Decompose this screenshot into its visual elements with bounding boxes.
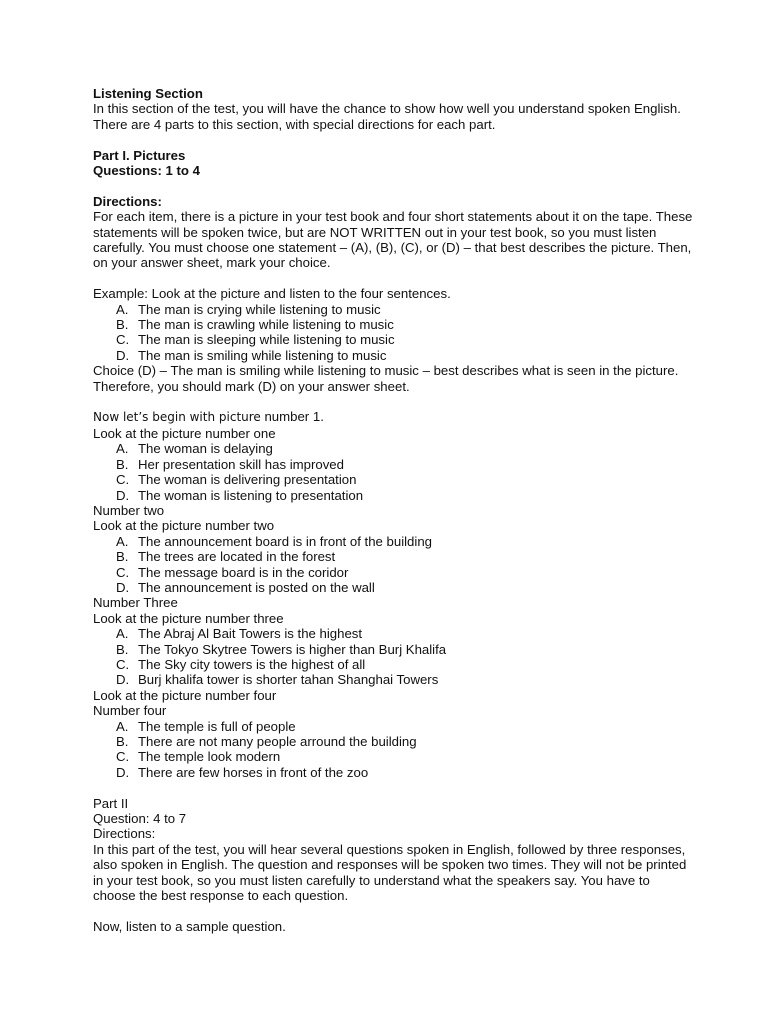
option-item	[93, 642, 693, 657]
option-item	[93, 549, 693, 564]
option-item	[93, 626, 693, 641]
option-letter: B.	[116, 641, 129, 657]
begin-prefix: Now let’s begin with picture	[93, 410, 261, 425]
option-letter: D.	[116, 579, 130, 595]
option-letter: B.	[116, 549, 129, 565]
spacer	[93, 780, 693, 795]
part1-directions: For each item, there is a picture in your test book and four short statements about it on the tape. These statements will be spoken twice, but are NOT WRITTEN out in your test book, so you must listen carefully. You must choose one statement – (A), (B), (C), or (D) – that best describes the picture. Then, on your answer sheet, mark your choice.	[93, 209, 693, 271]
option-letter: C.	[116, 332, 130, 348]
example-options	[93, 302, 693, 364]
option-letter: A.	[116, 533, 129, 549]
option-text: The temple look modern	[138, 749, 281, 765]
part2-sample: Now, listen to a sample question.	[93, 918, 286, 934]
example-answer: Choice (D) – The man is smiling while listening to music – best describes what is seen in the picture. Therefore, you should mark (D) on your answer sheet.	[93, 363, 679, 394]
spacer	[93, 903, 693, 918]
option-item	[93, 565, 693, 580]
option-text: The Tokyo Skytree Towers is higher than Burj Khalifa	[138, 641, 447, 657]
option-letter: A.	[116, 441, 129, 457]
part2-questions: Question: 4 to 7	[93, 811, 187, 827]
option-letter: C.	[116, 564, 130, 580]
q1-options	[93, 441, 693, 503]
example-intro: Example: Look at the picture and listen to the four sentences.	[93, 286, 451, 302]
option-text: The woman is delivering presentation	[138, 472, 357, 488]
q2-prompt: Look at the picture number two	[93, 518, 275, 534]
option-item	[93, 317, 693, 332]
option-letter: A.	[116, 626, 129, 642]
option-item	[93, 734, 693, 749]
option-text: The Sky city towers is the highest of all	[138, 656, 366, 672]
option-item	[93, 765, 693, 780]
option-item	[93, 332, 693, 347]
option-letter: C.	[116, 656, 130, 672]
q2-options	[93, 534, 693, 596]
part2-title: Part II	[93, 795, 129, 811]
option-text: The woman is delaying	[138, 441, 273, 457]
q4-options	[93, 719, 693, 781]
option-text: There are few horses in front of the zoo	[138, 764, 369, 780]
part2-directions-label: Directions:	[93, 826, 156, 842]
option-letter: D.	[116, 764, 130, 780]
q3-prompt: Look at the picture number three	[93, 610, 284, 626]
option-item	[93, 488, 693, 503]
spacer	[93, 394, 693, 409]
option-item	[93, 302, 693, 317]
q2-number: Number two	[93, 502, 165, 518]
option-item	[93, 534, 693, 549]
option-letter: A.	[116, 718, 129, 734]
option-item	[93, 457, 693, 472]
option-item	[93, 441, 693, 456]
option-text: The announcement board is in front of the building	[138, 533, 432, 549]
option-text: The woman is listening to presentation	[138, 487, 364, 503]
document-content	[93, 86, 693, 934]
option-letter: C.	[116, 749, 130, 765]
option-item	[93, 672, 693, 687]
option-text: The man is crying while listening to music	[138, 301, 381, 317]
option-letter: D.	[116, 347, 130, 363]
option-letter: C.	[116, 472, 130, 488]
part1-title: Part I. Pictures	[93, 147, 186, 163]
option-text: Burj khalifa tower is shorter tahan Shanghai Towers	[138, 672, 439, 688]
option-letter: B.	[116, 317, 129, 333]
option-letter: B.	[116, 456, 129, 472]
option-text: The man is sleeping while listening to music	[138, 332, 395, 348]
part1-directions-label: Directions:	[93, 193, 162, 209]
option-item	[93, 348, 693, 363]
option-text: The temple is full of people	[138, 718, 296, 734]
option-text: There are not many people arround the building	[138, 734, 417, 749]
begin-line	[93, 409, 693, 425]
q3-options	[93, 626, 693, 688]
option-letter: D.	[116, 487, 130, 503]
listening-intro: In this section of the test, you will have the chance to show how well you understand spoken English. There are 4 parts to this section, with special directions for each part.	[93, 101, 681, 132]
option-letter: B.	[116, 734, 129, 749]
q4-prompt: Look at the picture number four	[93, 687, 277, 703]
begin-suffix: number 1.	[260, 409, 324, 425]
option-text: The message board is in the coridor	[138, 564, 349, 580]
option-letter: D.	[116, 672, 130, 688]
q1-prompt: Look at the picture number one	[93, 425, 276, 441]
option-item	[93, 580, 693, 595]
part2-directions: In this part of the test, you will hear several questions spoken in English, followed by three responses, also spoken in English. The question and responses will be spoken two times. They will not be printed in your test book, so you must listen carefully to understand what the speakers say. You have to choose the best response to each question.	[93, 841, 687, 904]
option-item	[93, 749, 693, 764]
option-item	[93, 472, 693, 487]
option-text: The man is crawling while listening to music	[138, 317, 394, 333]
part1-questions: Questions: 1 to 4	[93, 163, 200, 179]
option-text: The Abraj Al Bait Towers is the highest	[138, 626, 363, 642]
option-letter: A.	[116, 301, 129, 317]
spacer	[93, 132, 693, 147]
option-item	[93, 657, 693, 672]
spacer	[93, 178, 693, 193]
option-item	[93, 719, 693, 734]
option-text: The trees are located in the forest	[138, 549, 336, 565]
option-text: The announcement is posted on the wall	[138, 579, 375, 595]
option-text: Her presentation skill has improved	[138, 456, 344, 472]
q3-number: Number Three	[93, 595, 178, 611]
spacer	[93, 271, 693, 286]
option-text: The man is smiling while listening to music	[138, 347, 387, 363]
listening-heading: Listening Section	[93, 86, 203, 101]
q4-number: Number four	[93, 703, 167, 719]
